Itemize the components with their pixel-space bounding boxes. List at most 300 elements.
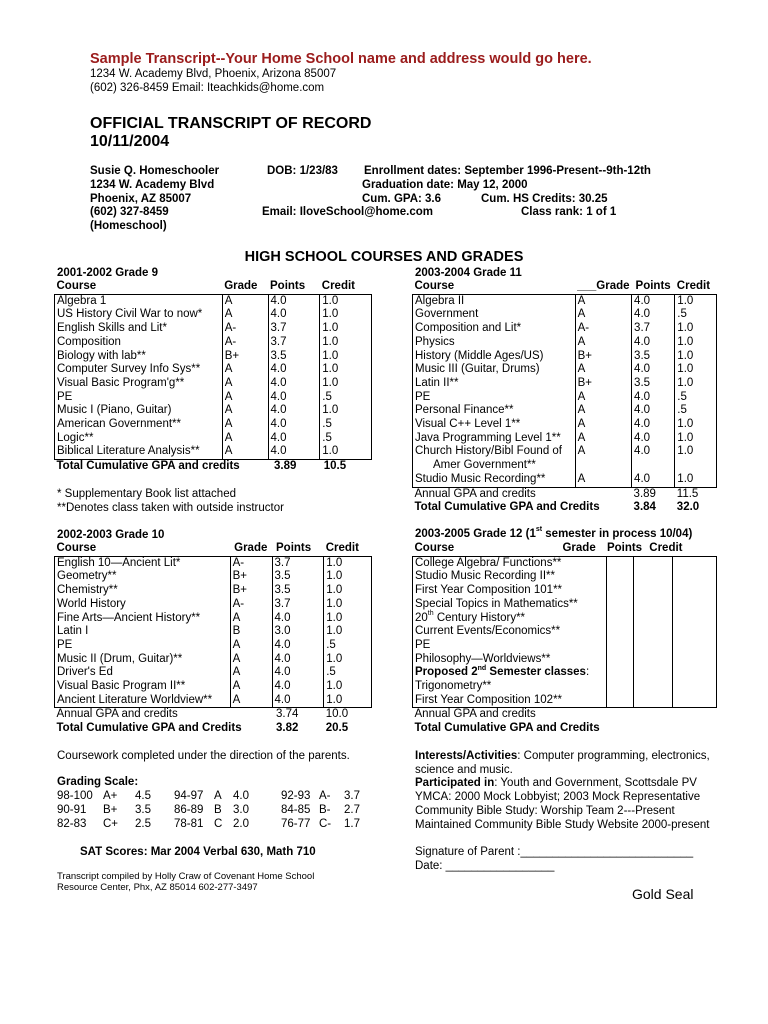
student-email: Email: IloveSchool@home.com [262, 206, 433, 218]
grading-points: 2.5 [135, 818, 151, 830]
transcript-title: OFFICIAL TRANSCRIPT OF RECORD [90, 115, 372, 132]
grade-cell: A [575, 363, 631, 377]
credit-cell: 1.0 [320, 363, 372, 377]
course-cell: Java Programming Level 1** [413, 432, 576, 446]
grade-cell [606, 584, 633, 598]
points-cell: 3.5 [272, 584, 324, 598]
course-cell: Algebra 1 [55, 294, 223, 308]
grade-cell: A [230, 653, 272, 667]
course-cell: PE [413, 639, 607, 653]
interests-line-1: Interests/Activities: Computer programming, electronics, [415, 750, 710, 762]
cumulative-gpa: Cum. GPA: 3.6 [362, 193, 442, 205]
points-cell [634, 570, 673, 584]
grade-cell: B+ [230, 584, 272, 598]
points-cell: 4.0 [268, 391, 320, 405]
grade-cell: A [575, 336, 631, 350]
credit-cell [672, 598, 716, 612]
points-cell: 3.5 [632, 350, 675, 364]
parent-signature-line: Signature of Parent :___________________________ [415, 846, 694, 858]
table-row [55, 625, 372, 639]
credit-cell: .5 [675, 391, 717, 405]
points-cell: 4.0 [632, 336, 675, 350]
grading-range: 76-77 [281, 818, 311, 830]
table-row [413, 556, 717, 570]
points-cell: 4.0 [272, 694, 324, 708]
grade-cell: B+ [575, 377, 631, 391]
grading-points: 2.7 [344, 804, 360, 816]
grade-cell [606, 680, 633, 694]
credit-cell: 1.0 [675, 294, 717, 308]
grade-header: Grade [224, 280, 258, 292]
grade-cell: A [575, 473, 631, 487]
grade-cell [575, 459, 631, 473]
credit-cell: 1.0 [324, 556, 372, 570]
grade-cell [606, 666, 633, 680]
course-cell: Music III (Guitar, Drums) [413, 363, 576, 377]
points-cell: 4.0 [632, 404, 675, 418]
points-cell: 4.0 [632, 308, 675, 322]
table-row [55, 294, 372, 308]
table-row [413, 612, 717, 626]
credit-cell: .5 [675, 404, 717, 418]
grading-letter: B- [319, 804, 331, 816]
credit-cell: 1.0 [320, 308, 372, 322]
grade-cell [606, 653, 633, 667]
points-cell [634, 625, 673, 639]
school-contact: (602) 326-8459 Email: Iteachkids@home.com [90, 82, 325, 94]
grading-letter: A+ [103, 790, 118, 802]
points-cell: 4.0 [632, 363, 675, 377]
course-cell: Physics [413, 336, 576, 350]
points-cell: 3.5 [632, 377, 675, 391]
credit-cell [672, 680, 716, 694]
credit-header: Credit [325, 542, 359, 554]
table-row [55, 612, 372, 626]
grade-cell [606, 694, 633, 708]
table-row [413, 598, 717, 612]
school-address: 1234 W. Academy Blvd, Phoenix, Arizona 85007 [90, 68, 337, 80]
table-row [413, 404, 717, 418]
course-cell: Biology with lab** [55, 350, 223, 364]
grading-points: 1.7 [344, 818, 360, 830]
grade-cell: A [222, 432, 268, 446]
grade-cell: A [575, 445, 631, 459]
grade12-annual-label: Annual GPA and credits [414, 708, 536, 721]
course-cell: Personal Finance** [413, 404, 576, 418]
grading-range: 78-81 [174, 818, 204, 830]
grading-points: 3.0 [233, 804, 249, 816]
grade9-total-label: Total Cumulative GPA and credits [56, 460, 240, 473]
student-dob: DOB: 1/23/83 [267, 165, 338, 177]
course-cell: 20th Century History** [413, 612, 607, 626]
grade10-annual-credits: 10.0 [325, 708, 349, 721]
grade11-total-credits: 32.0 [676, 501, 700, 514]
points-cell: 4.0 [272, 612, 324, 626]
grade-cell: A [222, 363, 268, 377]
credit-cell: .5 [324, 639, 372, 653]
direction-note: Coursework completed under the direction of the parents. [57, 750, 350, 762]
credit-cell: 1.0 [675, 322, 717, 336]
sample-note: Sample Transcript--Your Home School name and address would go here. [90, 51, 592, 67]
table-row [55, 432, 372, 446]
course-cell: Church History/Bibl Found of [413, 445, 576, 459]
credit-cell: 1.0 [324, 694, 372, 708]
points-cell [634, 584, 673, 598]
table-row [413, 639, 717, 653]
table-row [55, 336, 372, 350]
credit-cell [672, 653, 716, 667]
course-cell: World History [55, 598, 231, 612]
credit-cell: 1.0 [320, 336, 372, 350]
cumulative-credits: Cum. HS Credits: 30.25 [481, 193, 608, 205]
grade9-total-credits: 10.5 [323, 460, 347, 473]
course-cell: Visual C++ Level 1** [413, 418, 576, 432]
grading-range: 86-89 [174, 804, 204, 816]
grading-range: 90-91 [57, 804, 87, 816]
grade-cell: A- [222, 336, 268, 350]
course-header: Course [414, 542, 455, 554]
points-cell: 3.0 [272, 625, 324, 639]
credit-cell: 1.0 [324, 625, 372, 639]
grade9-rows [55, 294, 372, 459]
table-row [55, 680, 372, 694]
table-row [413, 350, 717, 364]
course-cell: Visual Basic Program'g** [55, 377, 223, 391]
table-row [413, 432, 717, 446]
grade-cell: B+ [230, 570, 272, 584]
credit-cell: 1.0 [675, 432, 717, 446]
course-cell: English Skills and Lit* [55, 322, 223, 336]
grading-range: 82-83 [57, 818, 87, 830]
credit-cell: .5 [324, 666, 372, 680]
credit-cell: 1.0 [675, 445, 717, 459]
table-row [55, 639, 372, 653]
points-cell: 3.5 [268, 350, 320, 364]
compiled-by-1: Transcript compiled by Holly Craw of Covenant Home School [57, 871, 315, 882]
table-row [55, 570, 372, 584]
course-cell: Visual Basic Program II** [55, 680, 231, 694]
course-cell: Current Events/Economics** [413, 625, 607, 639]
table-row [55, 445, 372, 459]
credit-cell: .5 [675, 308, 717, 322]
credit-cell: .5 [320, 391, 372, 405]
table-row [55, 556, 372, 570]
table-row [413, 308, 717, 322]
grade-cell: B+ [575, 350, 631, 364]
points-cell: 3.7 [272, 598, 324, 612]
grading-letter: B [214, 804, 222, 816]
grade10-total-label: Total Cumulative GPA and Credits [56, 722, 242, 735]
grade11-annual-credits: 11.5 [676, 487, 699, 500]
grading-points: 3.7 [344, 790, 360, 802]
grade12-rows [413, 556, 717, 708]
grade-cell: A [222, 308, 268, 322]
credit-cell: 1.0 [320, 322, 372, 336]
grade11-total-gpa: 3.84 [633, 501, 656, 514]
table-row [55, 598, 372, 612]
grading-letter: B+ [103, 804, 118, 816]
grade11-rows [413, 294, 717, 487]
grade10-total-gpa: 3.82 [276, 722, 299, 735]
course-cell: PE [55, 639, 231, 653]
grading-range: 92-93 [281, 790, 311, 802]
points-cell: 3.7 [272, 556, 324, 570]
grade-cell [606, 556, 633, 570]
credit-cell: 1.0 [675, 363, 717, 377]
grade10-year: 2002-2003 Grade 10 [57, 529, 165, 541]
course-header: Course [56, 280, 97, 292]
transcript-date: 10/11/2004 [90, 133, 170, 150]
points-cell [634, 680, 673, 694]
student-phone: (602) 327-8459 [90, 206, 169, 218]
credit-cell [675, 459, 717, 473]
course-cell: Trigonometry** [413, 680, 607, 694]
participated-line: Participated in: Youth and Government, Scottsdale PV [415, 777, 697, 789]
points-cell: 4.0 [632, 391, 675, 405]
points-cell: 4.0 [268, 445, 320, 459]
grade-cell: A [575, 294, 631, 308]
credit-cell: 1.0 [320, 350, 372, 364]
credit-cell [672, 584, 716, 598]
course-cell: PE [413, 391, 576, 405]
grade9-year: 2001-2002 Grade 9 [57, 267, 159, 279]
points-cell: 3.7 [268, 322, 320, 336]
grade-cell [606, 612, 633, 626]
grade-cell: A- [230, 556, 272, 570]
course-cell: Logic** [55, 432, 223, 446]
credit-cell [672, 570, 716, 584]
points-cell: 4.0 [268, 418, 320, 432]
table-row [55, 666, 372, 680]
grade12-table [412, 542, 717, 736]
points-cell: 4.0 [272, 639, 324, 653]
course-cell: Music II (Drum, Guitar)** [55, 653, 231, 667]
table-row [413, 322, 717, 336]
grade-cell: A [575, 404, 631, 418]
table-row [55, 653, 372, 667]
grade9-table [54, 280, 372, 474]
grade10-annual-label: Annual GPA and credits [56, 708, 178, 721]
table-row [413, 391, 717, 405]
points-cell: 4.0 [268, 308, 320, 322]
table-row [55, 308, 372, 322]
table-row [413, 418, 717, 432]
grade-cell: A [230, 666, 272, 680]
course-cell: Ancient Literature Worldview** [55, 694, 231, 708]
table-row [413, 459, 717, 473]
credit-cell: 1.0 [675, 350, 717, 364]
course-cell: American Government** [55, 418, 223, 432]
grading-points: 4.5 [135, 790, 151, 802]
table-row [55, 694, 372, 708]
grade-cell: A [222, 404, 268, 418]
table-row [413, 680, 717, 694]
points-cell: 4.0 [272, 680, 324, 694]
course-cell: Composition and Lit* [413, 322, 576, 336]
points-cell [634, 639, 673, 653]
interests-line-2: science and music. [415, 764, 513, 776]
grade-cell: A [230, 694, 272, 708]
points-cell: 4.0 [632, 473, 675, 487]
course-cell: US History Civil War to now* [55, 308, 223, 322]
course-cell: Driver's Ed [55, 666, 231, 680]
credit-cell: 1.0 [324, 612, 372, 626]
points-cell: 4.0 [268, 363, 320, 377]
points-cell: 4.0 [268, 294, 320, 308]
table-row [413, 445, 717, 459]
grade-header: Grade [562, 542, 596, 554]
table-row [55, 418, 372, 432]
grading-points: 2.0 [233, 818, 249, 830]
grade-cell: B+ [222, 350, 268, 364]
points-cell [634, 694, 673, 708]
grade-cell [606, 639, 633, 653]
table-row [413, 666, 717, 680]
course-cell: Latin II** [413, 377, 576, 391]
table-row [413, 377, 717, 391]
grade-cell: A [230, 680, 272, 694]
grade-cell: A [222, 294, 268, 308]
gold-seal-placeholder: Gold Seal [632, 886, 694, 902]
grade-cell: A [222, 391, 268, 405]
credit-header: Credit [676, 280, 711, 292]
grading-range: 94-97 [174, 790, 204, 802]
credit-cell: 1.0 [320, 377, 372, 391]
table-row [413, 294, 717, 308]
grade10-annual-gpa: 3.74 [276, 708, 299, 721]
points-cell: 4.0 [272, 666, 324, 680]
course-cell: Chemistry** [55, 584, 231, 598]
enrollment-dates: Enrollment dates: September 1996-Present--9th-12th [364, 165, 651, 177]
course-cell: Government [413, 308, 576, 322]
course-cell: Proposed 2nd Semester classes: [413, 666, 607, 680]
sat-scores: SAT Scores: Mar 2004 Verbal 630, Math 710 [80, 846, 316, 858]
grading-points: 3.5 [135, 804, 151, 816]
course-cell: Algebra II [413, 294, 576, 308]
credit-cell: 1.0 [324, 680, 372, 694]
grade-cell: A- [222, 322, 268, 336]
grade11-total-label: Total Cumulative GPA and Credits [414, 501, 600, 514]
points-cell [634, 653, 673, 667]
class-rank: Class rank: 1 of 1 [521, 206, 617, 218]
table-row [55, 391, 372, 405]
points-cell [634, 666, 673, 680]
grade-cell: A [575, 418, 631, 432]
credit-cell [672, 625, 716, 639]
grade-cell: B [230, 625, 272, 639]
points-cell: 3.7 [268, 336, 320, 350]
table-row [413, 570, 717, 584]
grade-cell [606, 625, 633, 639]
credit-cell [672, 556, 716, 570]
grading-letter: A [214, 790, 222, 802]
course-cell: Music I (Piano, Guitar) [55, 404, 223, 418]
points-cell: 3.7 [632, 322, 675, 336]
credit-cell: 1.0 [320, 445, 372, 459]
points-cell: 4.0 [268, 432, 320, 446]
grade-cell: A [222, 445, 268, 459]
course-cell: PE [55, 391, 223, 405]
grade12-col-headers [562, 542, 716, 556]
points-cell [632, 459, 675, 473]
compiled-by-2: Resource Center, Phx, AZ 85014 602-277-3497 [57, 882, 258, 893]
grade-cell [606, 598, 633, 612]
credit-header: Credit [649, 542, 683, 554]
grade-cell: A [230, 639, 272, 653]
grade10-rows [55, 556, 372, 708]
points-header: Points [606, 542, 643, 554]
credit-cell: 1.0 [324, 570, 372, 584]
table-row [55, 363, 372, 377]
table-row [413, 584, 717, 598]
grade11-annual-label: Annual GPA and credits [414, 487, 536, 500]
credit-cell: 1.0 [324, 584, 372, 598]
grade-cell: A- [575, 322, 631, 336]
grade10-table [54, 542, 372, 736]
points-cell: 4.0 [272, 653, 324, 667]
credit-cell: 1.0 [675, 418, 717, 432]
grade-cell: A [575, 308, 631, 322]
points-header: Points [270, 280, 306, 292]
points-header: Points [635, 280, 671, 292]
credit-cell: .5 [320, 432, 372, 446]
activities-line-3: Maintained Community Bible Study Website 2000-present [415, 819, 710, 831]
course-cell: Fine Arts—Ancient History** [55, 612, 231, 626]
grade12-total-label: Total Cumulative GPA and Credits [414, 722, 600, 735]
points-cell: 4.0 [632, 445, 675, 459]
grading-letter: A- [319, 790, 331, 802]
grading-letter: C [214, 818, 223, 830]
table-row [413, 363, 717, 377]
graduation-date: Graduation date: May 12, 2000 [362, 179, 528, 191]
credit-cell [672, 666, 716, 680]
course-header: Course [414, 280, 455, 292]
grade9-total-gpa: 3.89 [274, 460, 297, 473]
table-row [413, 625, 717, 639]
grading-scale-title: Grading Scale: [57, 776, 139, 788]
points-cell [634, 612, 673, 626]
credit-header: Credit [321, 280, 355, 292]
grading-letter: C- [319, 818, 332, 830]
table-row [55, 404, 372, 418]
course-cell: Composition [55, 336, 223, 350]
note-outside-instructor: **Denotes class taken with outside instructor [57, 502, 284, 514]
grade12-year: 2003-2005 Grade 12 (1st semester in process 10/04) [415, 526, 693, 540]
credit-cell: 1.0 [324, 653, 372, 667]
student-type: (Homeschool) [90, 220, 167, 232]
grade10-total-credits: 20.5 [325, 722, 349, 735]
course-cell: Biblical Literature Analysis** [55, 445, 223, 459]
course-cell: Geometry** [55, 570, 231, 584]
points-cell: 4.0 [268, 377, 320, 391]
table-row [55, 377, 372, 391]
student-address-1: 1234 W. Academy Blvd [90, 179, 215, 191]
course-cell: Studio Music Recording II** [413, 570, 607, 584]
credit-cell: 1.0 [675, 473, 717, 487]
points-header: Points [276, 542, 312, 554]
course-cell: College Algebra/ Functions** [413, 556, 607, 570]
points-cell: 4.0 [632, 418, 675, 432]
activities-line-2: Community Bible Study: Worship Team 2---Present [415, 805, 675, 817]
grade-cell: A [222, 377, 268, 391]
date-line: Date: _________________ [415, 860, 555, 872]
course-cell: Amer Government** [413, 459, 576, 473]
grade-cell: A [222, 418, 268, 432]
credit-cell: 1.0 [675, 377, 717, 391]
section-title: HIGH SCHOOL COURSES AND GRADES [244, 249, 524, 265]
table-row [55, 584, 372, 598]
table-row [413, 653, 717, 667]
